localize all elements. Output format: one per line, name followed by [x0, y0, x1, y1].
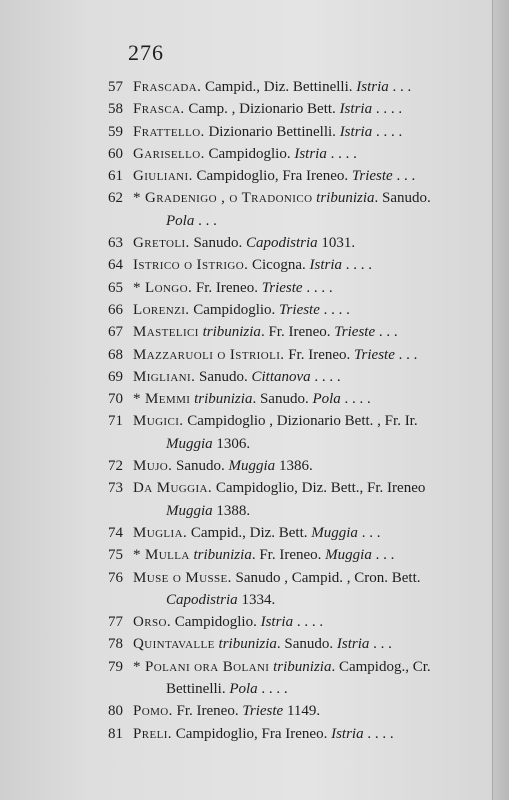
entry-tail: . . .: [388, 79, 412, 95]
entry-source: Dizionario Bettinelli.: [204, 123, 340, 140]
entry-place: Capodistria: [245, 235, 318, 252]
family-name: Frascada.: [133, 79, 202, 95]
family-name: Giuliani.: [133, 168, 193, 185]
family-name: Istrico o Istrigo.: [133, 257, 249, 274]
tribunizia-label: tribunizia: [194, 391, 253, 408]
entry-source: Campid., Diz. Bettinelli.: [201, 79, 357, 95]
entry-source: tribunizia. Sanudo.: [218, 636, 337, 653]
continuation-place: Pola: [229, 681, 258, 698]
family-name: Muse o Musse.: [133, 569, 232, 586]
entry-tail: . . . .: [340, 391, 371, 408]
entry-row: [108, 344, 464, 366]
continuation-place: Muggia: [166, 435, 213, 452]
entry-row: [108, 165, 464, 187]
entry-tail: . . . .: [372, 101, 403, 118]
entry-tail: . . .: [371, 547, 395, 564]
family-name: * Mulla: [133, 547, 190, 564]
entry-number: 66: [108, 301, 123, 318]
entry-place: Istria: [339, 123, 373, 140]
family-name: * Memmi: [133, 391, 191, 408]
entry-number: 65: [108, 279, 123, 296]
entry-source: Sanudo , Campid. , Cron. Bett.: [231, 569, 421, 586]
entry-number: 78: [108, 636, 123, 653]
entry-place: Pola: [312, 391, 341, 408]
continuation-place: Muggia: [166, 502, 213, 519]
entry-row: [108, 410, 464, 455]
entry-number: 63: [108, 235, 123, 252]
entry-number: 68: [108, 346, 123, 363]
entry-row: [108, 388, 464, 410]
family-name: * Gradenigo , o Tradonico: [133, 190, 313, 207]
entry-number: 57: [108, 79, 123, 95]
entry-place: Trieste: [261, 279, 303, 296]
entry-source: tribunizia. Fr. Ireneo.: [202, 324, 335, 341]
entry-place: Trieste: [334, 324, 376, 341]
entry-source: Campidoglio, Fra Ireneo.: [171, 725, 332, 742]
entry-row: [108, 187, 464, 232]
family-name: Lorenzi.: [133, 301, 190, 318]
entry-number: 69: [108, 368, 123, 385]
entry-source: tribunizia. Fr. Ireneo.: [193, 547, 326, 564]
continuation-tail: . . .: [194, 212, 217, 229]
entry-number: 58: [108, 101, 123, 118]
entry-number: 80: [108, 703, 123, 720]
entry-row: [108, 121, 464, 143]
entry-row: [108, 321, 464, 343]
entry-continuation: [108, 210, 464, 232]
family-name: Quintavalle: [133, 636, 215, 653]
entry-tail: . . .: [392, 168, 416, 185]
entry-continuation: [108, 678, 464, 700]
entry-number: 76: [108, 569, 123, 586]
entry-continuation: [108, 500, 464, 522]
entry-row: [108, 277, 464, 299]
family-name: Mugici.: [133, 413, 184, 430]
entry-row: [108, 477, 464, 522]
entry-source: tribunizia. Campidog., Cr.: [273, 658, 431, 675]
entry-row: [108, 76, 464, 98]
continuation-tail: 1388.: [212, 502, 251, 519]
entry-number: 73: [108, 480, 123, 497]
entry-continuation: [108, 589, 464, 611]
entry-place: Muggia: [325, 547, 372, 564]
family-name: * Polani ora Bolani: [133, 658, 270, 675]
entry-number: 64: [108, 257, 123, 274]
entry-row: [108, 143, 464, 165]
entry-place: Trieste: [354, 346, 395, 363]
entry-tail: . . . .: [310, 368, 341, 385]
tribunizia-label: tribunizia: [202, 324, 261, 341]
entry-row: [108, 723, 464, 745]
continuation-source: Bettinelli.: [166, 681, 230, 698]
page-edge: [492, 0, 509, 800]
family-name: Garisello.: [133, 145, 205, 162]
entry-list: [108, 76, 464, 745]
entry-tail: . . . .: [326, 145, 357, 162]
entry-number: 75: [108, 547, 123, 564]
entry-number: 72: [108, 458, 123, 475]
entry-source: tribunizia. Sanudo.: [316, 190, 431, 207]
entry-source: Sanudo.: [195, 368, 252, 385]
continuation-tail: 1334.: [237, 591, 276, 608]
entry-place: Muggia: [311, 524, 358, 541]
entry-place: Istria: [339, 101, 373, 118]
entry-source: tribunizia. Sanudo.: [194, 391, 313, 408]
entry-row: [108, 232, 464, 254]
family-name: Pomo.: [133, 703, 173, 720]
entry-row: [108, 299, 464, 321]
entry-row: [108, 656, 464, 701]
entry-place: Trieste: [242, 703, 284, 720]
entry-number: 59: [108, 123, 123, 140]
entry-row: [108, 700, 464, 722]
entry-place: Trieste: [351, 168, 393, 185]
entry-tail: 1031.: [317, 235, 356, 252]
entry-source: Cicogna.: [248, 257, 310, 274]
entry-place: Istria: [309, 257, 342, 274]
entry-row: [108, 366, 464, 388]
entry-source: Campidoglio.: [170, 614, 261, 631]
entry-row: [108, 522, 464, 544]
entry-tail: 1386.: [275, 458, 313, 475]
family-name: Mastelici: [133, 324, 199, 341]
continuation-place: Pola: [166, 212, 195, 229]
continuation-tail: . . . .: [257, 681, 288, 698]
entry-place: Cittanova: [251, 368, 311, 385]
entry-row: [108, 254, 464, 276]
entry-place: Trieste: [279, 301, 320, 318]
entry-row: [108, 455, 464, 477]
entry-source: Campidoglio.: [189, 301, 280, 318]
entry-source: Campidoglio.: [204, 145, 295, 162]
entry-tail: . . . .: [342, 257, 372, 274]
continuation-tail: 1306.: [212, 435, 251, 452]
entry-tail: . . . .: [372, 123, 403, 140]
entry-place: Istria: [336, 636, 370, 653]
entry-number: 67: [108, 324, 123, 341]
entry-number: 77: [108, 614, 123, 631]
entry-tail: . . .: [357, 524, 381, 541]
tribunizia-label: tribunizia: [273, 658, 332, 675]
family-name: * Longo.: [133, 279, 193, 296]
entry-source: Campidoglio, Fra Ireneo.: [192, 168, 352, 185]
entry-number: 62: [108, 190, 123, 207]
entry-place: Istria: [294, 145, 327, 162]
tribunizia-label: tribunizia: [316, 190, 375, 207]
entry-source: Fr. Ireneo.: [192, 279, 262, 296]
entry-tail: . . .: [369, 636, 392, 653]
entry-number: 60: [108, 145, 123, 162]
family-name: Gretoli.: [133, 235, 190, 252]
entry-tail: . . . .: [319, 301, 350, 318]
entry-row: [108, 544, 464, 566]
entry-tail: . . .: [375, 324, 398, 341]
entry-tail: . . . .: [363, 725, 394, 742]
family-name: Muglia.: [133, 524, 188, 541]
entry-source: Sanudo.: [172, 458, 229, 475]
entry-source: Sanudo.: [189, 235, 246, 252]
family-name: Frattello.: [133, 123, 205, 140]
entry-source: Camp. , Dizionario Bett.: [184, 101, 340, 118]
entry-row: [108, 98, 464, 120]
entry-number: 71: [108, 413, 123, 430]
entry-source: Fr. Ireneo.: [284, 346, 355, 363]
family-name: Da Muggia.: [133, 480, 213, 497]
entry-place: Istria: [331, 725, 364, 742]
entry-number: 81: [108, 725, 123, 742]
family-name: Mazzaruoli o Istrioli.: [133, 346, 285, 363]
entry-row: [108, 567, 464, 612]
family-name: Mujo.: [133, 458, 173, 475]
entry-source: Campidoglio, Diz. Bett., Fr. Ireneo: [212, 480, 426, 497]
entry-number: 74: [108, 524, 123, 541]
entry-row: [108, 633, 464, 655]
family-name: Frasca.: [133, 101, 185, 118]
entry-number: 61: [108, 168, 123, 185]
entry-tail: 1149.: [283, 703, 321, 720]
entry-source: Campid., Diz. Bett.: [187, 524, 312, 541]
entry-number: 70: [108, 391, 123, 408]
entry-place: Muggia: [228, 458, 276, 475]
entry-tail: . . . .: [302, 279, 333, 296]
family-name: Orso.: [133, 614, 171, 631]
entry-source: Fr. Ireneo.: [172, 703, 243, 720]
tribunizia-label: tribunizia: [218, 636, 277, 653]
entry-source: Campidoglio , Dizionario Bett. , Fr. Ir.: [183, 413, 418, 430]
family-name: Preli.: [133, 725, 172, 742]
continuation-place: Capodistria: [166, 591, 238, 608]
family-name: Migliani.: [133, 368, 196, 385]
tribunizia-label: tribunizia: [193, 547, 252, 564]
entry-continuation: [108, 433, 464, 455]
entry-place: Istria: [260, 614, 294, 631]
entry-number: 79: [108, 658, 123, 675]
entry-place: Istria: [356, 79, 389, 95]
entry-tail: . . .: [394, 346, 418, 363]
page-number: 276: [128, 40, 164, 65]
entry-row: [108, 611, 464, 633]
entry-tail: . . . .: [293, 614, 324, 631]
